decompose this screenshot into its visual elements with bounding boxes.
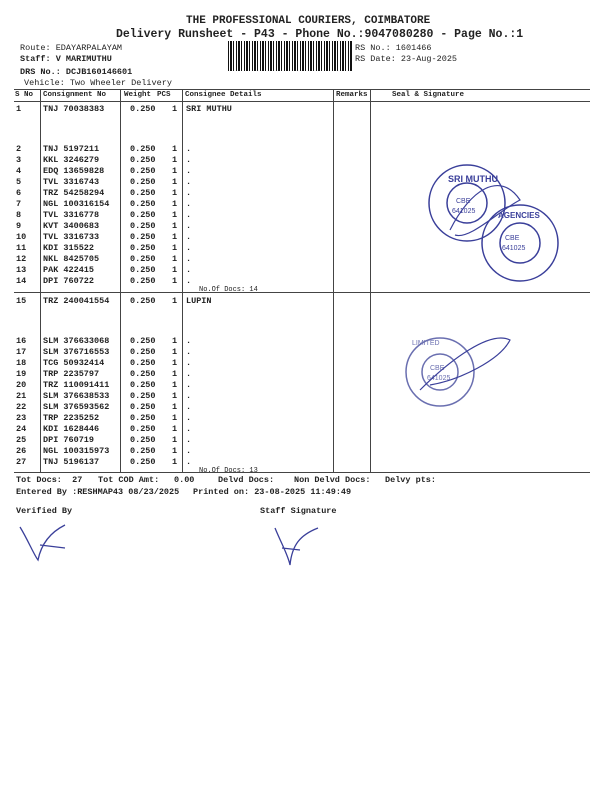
consignment-no: NKL 8425705 <box>43 254 100 264</box>
consignment-no: DPI 760719 <box>43 435 95 445</box>
consignment-no: SLM 376633068 <box>43 336 110 346</box>
group-doc-count: No.Of Docs: 14 <box>199 286 258 294</box>
stamp-sri-muthu-2 <box>482 205 558 281</box>
consignment-no: TNJ 5197211 <box>43 144 100 154</box>
sno: 7 <box>16 199 22 209</box>
consignment-no: TRZ 240041554 <box>43 296 110 306</box>
consignee-placeholder: . <box>186 435 192 445</box>
consignment-no: PAK 422415 <box>43 265 95 275</box>
drs-no: DRS No.: DCJB160146601 <box>20 67 133 77</box>
pcs: 1 <box>172 347 178 357</box>
sno: 15 <box>16 296 27 306</box>
consignment-no: KVT 3400683 <box>43 221 100 231</box>
weight: 0.250 <box>130 243 156 253</box>
sno: 10 <box>16 232 27 242</box>
consignee-placeholder: . <box>186 391 192 401</box>
consignment-no: TNJ 70038383 <box>43 104 105 114</box>
pcs: 1 <box>172 232 178 242</box>
pcs: 1 <box>172 358 178 368</box>
pcs: 1 <box>172 402 178 412</box>
col-seal: Seal & Signature <box>392 91 465 99</box>
entered-by: Entered By :RESHMAP43 08/23/2025 <box>16 487 180 497</box>
pcs: 1 <box>172 457 178 467</box>
col-sno: S No <box>15 91 34 99</box>
consignee-placeholder: . <box>186 188 192 198</box>
consignee-placeholder: . <box>186 446 192 456</box>
sno: 1 <box>16 104 22 114</box>
col-pcs: PCS <box>157 91 171 99</box>
svg-text:641025: 641025 <box>502 245 526 252</box>
consignee-placeholder: . <box>186 221 192 231</box>
consignee-placeholder: . <box>186 265 192 275</box>
consignment-no: TVL 3316743 <box>43 177 100 187</box>
consignment-no: TNJ 5196137 <box>43 457 100 467</box>
consignee-placeholder: . <box>186 380 192 390</box>
consignment-no: SLM 376593562 <box>43 402 110 412</box>
consignment-no: TCG 50932414 <box>43 358 105 368</box>
svg-text:CBE: CBE <box>430 365 445 372</box>
verified-by: Verified By <box>16 506 73 516</box>
weight: 0.250 <box>130 347 156 357</box>
sno: 3 <box>16 155 22 165</box>
weight: 0.250 <box>130 188 156 198</box>
consignee-placeholder: . <box>186 199 192 209</box>
weight: 0.250 <box>130 232 156 242</box>
cod-value: 0.00 <box>174 475 195 485</box>
sno: 23 <box>16 413 27 423</box>
consignee-placeholder: . <box>186 424 192 434</box>
weight: 0.250 <box>130 265 156 275</box>
consignee-name: SRI MUTHU <box>186 104 232 114</box>
sno: 17 <box>16 347 27 357</box>
pcs: 1 <box>172 221 178 231</box>
pcs: 1 <box>172 210 178 220</box>
svg-text:641025: 641025 <box>427 375 451 382</box>
col-remarks: Remarks <box>336 91 368 99</box>
sno: 13 <box>16 265 27 275</box>
consignee-placeholder: . <box>186 177 192 187</box>
consignment-no: TRZ 54258294 <box>43 188 105 198</box>
sno: 22 <box>16 402 27 412</box>
weight: 0.250 <box>130 296 156 306</box>
consignee-placeholder: . <box>186 402 192 412</box>
consignee-placeholder: . <box>186 457 192 467</box>
weight: 0.250 <box>130 276 156 286</box>
col-consignment: Consignment No <box>43 91 107 99</box>
consignee-placeholder: . <box>186 232 192 242</box>
col-weight: Weight <box>124 91 152 99</box>
group-doc-count: No.Of Docs: 13 <box>199 467 258 475</box>
weight: 0.250 <box>130 155 156 165</box>
weight: 0.250 <box>130 144 156 154</box>
company-name: THE PROFESSIONAL COURIERS, COIMBATORE <box>186 15 431 27</box>
consignee-placeholder: . <box>186 413 192 423</box>
consignment-no: KDI 1628446 <box>43 424 100 434</box>
weight: 0.250 <box>130 424 156 434</box>
svg-text:CBE: CBE <box>456 198 471 205</box>
sno: 27 <box>16 457 27 467</box>
pcs: 1 <box>172 424 178 434</box>
staff-signature-label: Staff Signature <box>260 506 337 516</box>
pcs: 1 <box>172 276 178 286</box>
sno: 24 <box>16 424 27 434</box>
rs-date: RS Date: 23-Aug-2025 <box>355 54 458 64</box>
rs-no: RS No.: 1601466 <box>355 43 432 53</box>
vehicle: Vehicle: Two Wheeler Delivery <box>24 78 172 88</box>
weight: 0.250 <box>130 254 156 264</box>
consignment-no: TRZ 110091411 <box>43 380 110 390</box>
weight: 0.250 <box>130 210 156 220</box>
sno: 19 <box>16 369 27 379</box>
consignee-placeholder: . <box>186 210 192 220</box>
consignment-no: NGL 100316154 <box>43 199 110 209</box>
sno: 6 <box>16 188 22 198</box>
weight: 0.250 <box>130 369 156 379</box>
consignee-placeholder: . <box>186 336 192 346</box>
staff: Staff: V MARIMUTHU <box>20 54 112 64</box>
sno: 11 <box>16 243 27 253</box>
pcs: 1 <box>172 369 178 379</box>
consignee-name: LUPIN <box>186 296 212 306</box>
consignment-no: TVL 3316778 <box>43 210 100 220</box>
col-consignee: Consignee Details <box>185 91 262 99</box>
pcs: 1 <box>172 265 178 275</box>
consignment-no: TRP 2235252 <box>43 413 100 423</box>
pcs: 1 <box>172 446 178 456</box>
pcs: 1 <box>172 296 178 306</box>
consignment-no: TRP 2235797 <box>43 369 100 379</box>
consignment-no: NGL 100315973 <box>43 446 110 456</box>
weight: 0.250 <box>130 380 156 390</box>
sno: 16 <box>16 336 27 346</box>
non-delvd-docs: Non Delvd Docs: <box>294 475 371 485</box>
weight: 0.250 <box>130 402 156 412</box>
weight: 0.250 <box>130 221 156 231</box>
pcs: 1 <box>172 243 178 253</box>
weight: 0.250 <box>130 446 156 456</box>
sno: 25 <box>16 435 27 445</box>
consignment-no: TVL 3316733 <box>43 232 100 242</box>
consignee-placeholder: . <box>186 243 192 253</box>
weight: 0.250 <box>130 358 156 368</box>
sno: 8 <box>16 210 22 220</box>
pcs: 1 <box>172 199 178 209</box>
consignment-no: SLM 376638533 <box>43 391 110 401</box>
consignment-no: KKL 3246279 <box>43 155 100 165</box>
pcs: 1 <box>172 104 178 114</box>
page-title: Delivery Runsheet - P43 - Phone No.:9047080280 - Page No.:1 <box>116 28 524 41</box>
sno: 2 <box>16 144 22 154</box>
tot-cod: Tot COD Amt: <box>98 475 160 485</box>
consignee-placeholder: . <box>186 144 192 154</box>
sno: 12 <box>16 254 27 264</box>
pcs: 1 <box>172 155 178 165</box>
weight: 0.250 <box>130 199 156 209</box>
consignment-no: DPI 760722 <box>43 276 95 286</box>
delvd-docs: Delvd Docs: <box>218 475 275 485</box>
svg-text:LIMITED: LIMITED <box>412 340 440 347</box>
consignee-placeholder: . <box>186 358 192 368</box>
route: Route: EDAYARPALAYAM <box>20 43 123 53</box>
svg-text:AGENCIES: AGENCIES <box>498 211 540 220</box>
sno: 4 <box>16 166 22 176</box>
pcs: 1 <box>172 391 178 401</box>
sno: 26 <box>16 446 27 456</box>
weight: 0.250 <box>130 166 156 176</box>
sno: 20 <box>16 380 27 390</box>
pcs: 1 <box>172 413 178 423</box>
pcs: 1 <box>172 188 178 198</box>
consignee-placeholder: . <box>186 166 192 176</box>
weight: 0.250 <box>130 391 156 401</box>
weight: 0.250 <box>130 336 156 346</box>
sno: 18 <box>16 358 27 368</box>
consignment-no: KDI 315522 <box>43 243 95 253</box>
consignment-no: EDQ 13659828 <box>43 166 105 176</box>
delvy-pts: Delvy pts: <box>385 475 437 485</box>
consignee-placeholder: . <box>186 347 192 357</box>
pcs: 1 <box>172 435 178 445</box>
pcs: 1 <box>172 336 178 346</box>
consignee-placeholder: . <box>186 254 192 264</box>
sno: 21 <box>16 391 27 401</box>
svg-text:SRI MUTHU: SRI MUTHU <box>448 174 498 184</box>
sno: 5 <box>16 177 22 187</box>
consignee-placeholder: . <box>186 369 192 379</box>
verifier-signature <box>20 525 65 560</box>
weight: 0.250 <box>130 104 156 114</box>
pcs: 1 <box>172 177 178 187</box>
pcs: 1 <box>172 144 178 154</box>
weight: 0.250 <box>130 457 156 467</box>
pcs: 1 <box>172 166 178 176</box>
svg-text:641025: 641025 <box>452 208 476 215</box>
sno: 9 <box>16 221 22 231</box>
weight: 0.250 <box>130 435 156 445</box>
tot-docs: Tot Docs: 27 <box>16 475 83 485</box>
pcs: 1 <box>172 254 178 264</box>
consignee-placeholder: . <box>186 276 192 286</box>
consignment-no: SLM 376716553 <box>43 347 110 357</box>
weight: 0.250 <box>130 177 156 187</box>
svg-text:CBE: CBE <box>505 235 520 242</box>
pcs: 1 <box>172 380 178 390</box>
printed-on: Printed on: 23-08-2025 11:49:49 <box>193 487 352 497</box>
sno: 14 <box>16 276 27 286</box>
consignee-placeholder: . <box>186 155 192 165</box>
weight: 0.250 <box>130 413 156 423</box>
staff-signature <box>275 528 318 565</box>
